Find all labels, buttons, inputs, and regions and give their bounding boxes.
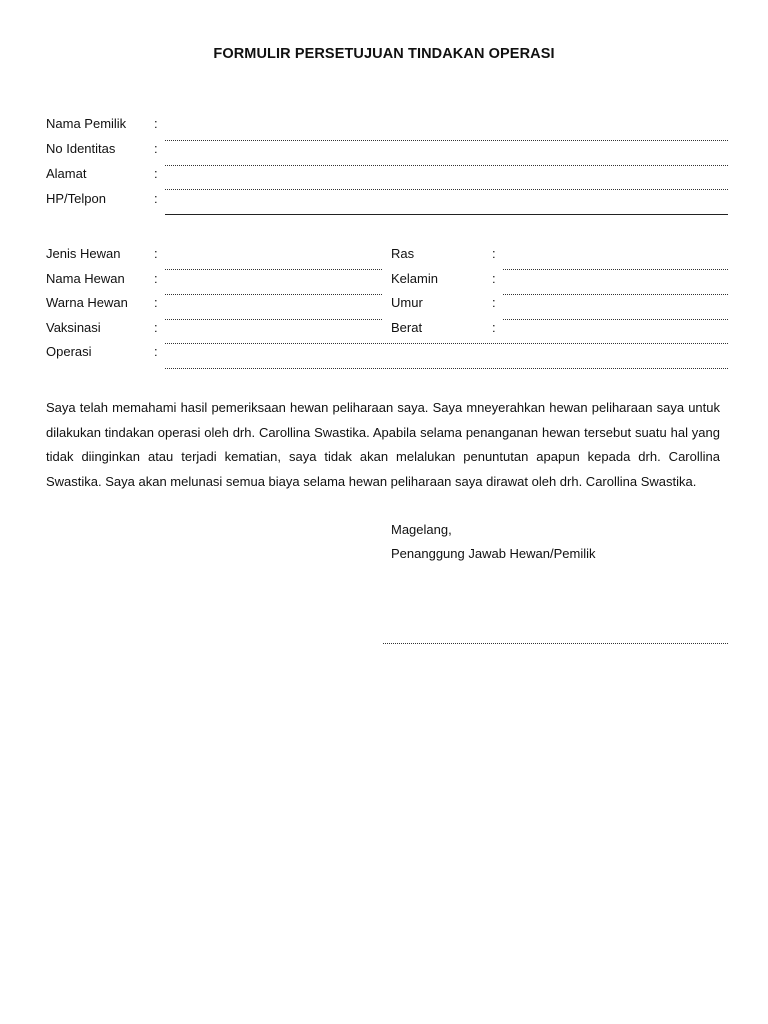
signature-line[interactable] xyxy=(383,643,728,644)
vaccination-field[interactable] xyxy=(165,343,728,344)
owner-phone-field[interactable] xyxy=(165,214,728,215)
owner-name-field[interactable] xyxy=(165,140,728,141)
animal-color-field[interactable] xyxy=(165,319,382,320)
colon: : xyxy=(154,320,158,335)
animal-name-label: Nama Hewan xyxy=(46,271,125,286)
colon: : xyxy=(154,295,158,310)
colon: : xyxy=(154,141,158,156)
colon: : xyxy=(154,344,158,359)
age-field[interactable] xyxy=(503,319,728,320)
sex-field[interactable] xyxy=(503,294,728,295)
owner-address-label: Alamat xyxy=(46,166,87,181)
colon: : xyxy=(492,246,496,261)
owner-address-field[interactable] xyxy=(165,189,728,190)
consent-statement: Saya telah memahami hasil pemeriksaan hewan peliharaan saya. Saya mneyerahkan hewan peliharaan saya untuk dilakukan tindakan operasi oleh drh. Carollina Swastika. Apabila selama penanganan hewan tersebut suatu hal yang tidak diinginkan atau terjadi kematian, saya tidak akan melalukan penuntutan apapun kepada drh. Carollina Swastika. Saya akan melunasi semua biaya selama hewan peliharaan saya dirawat oleh drh. Carollina Swastika. xyxy=(46,400,720,489)
breed-label: Ras xyxy=(391,246,415,261)
operation-field[interactable] xyxy=(165,368,728,369)
colon: : xyxy=(154,271,158,286)
signature-role: Penanggung Jawab Hewan/Pemilik xyxy=(391,546,596,561)
owner-id-field[interactable] xyxy=(165,165,728,166)
weight-label: Berat xyxy=(391,320,423,335)
animal-name-field[interactable] xyxy=(165,294,382,295)
animal-type-label: Jenis Hewan xyxy=(46,246,121,261)
owner-name-label: Nama Pemilik xyxy=(46,116,127,131)
colon: : xyxy=(154,166,158,181)
colon: : xyxy=(492,320,496,335)
breed-field[interactable] xyxy=(503,269,728,270)
signature-place: Magelang, xyxy=(391,522,452,537)
vaccination-label: Vaksinasi xyxy=(46,320,101,335)
colon: : xyxy=(154,246,158,261)
colon: : xyxy=(154,116,158,131)
operation-label: Operasi xyxy=(46,344,92,359)
colon: : xyxy=(492,295,496,310)
animal-color-label: Warna Hewan xyxy=(46,295,128,310)
colon: : xyxy=(154,191,158,206)
animal-type-field[interactable] xyxy=(165,269,382,270)
form-title: FORMULIR PERSETUJUAN TINDAKAN OPERASI xyxy=(213,46,555,62)
owner-phone-label: HP/Telpon xyxy=(46,191,106,206)
colon: : xyxy=(492,271,496,286)
owner-id-label: No Identitas xyxy=(46,141,116,156)
sex-label: Kelamin xyxy=(391,271,438,286)
age-label: Umur xyxy=(391,295,423,310)
